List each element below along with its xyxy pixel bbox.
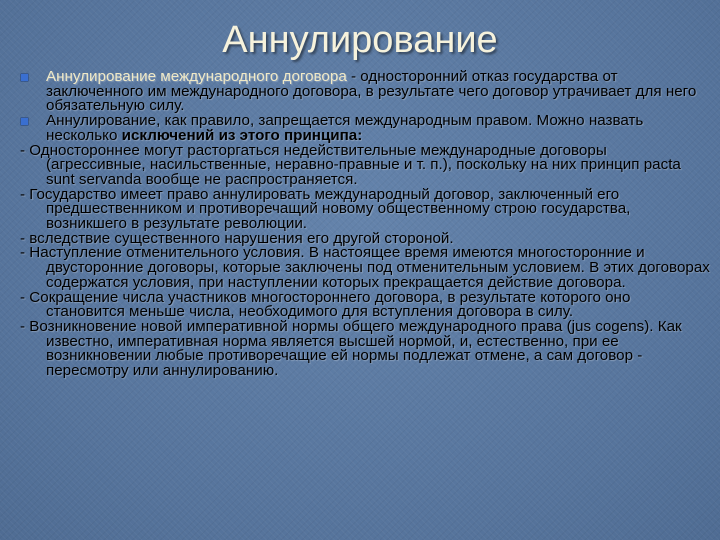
list-item-resolutory-condition: - Наступление отменительного условия. В настоящее время имеются многосторонние и двусторонние договоры, которые заключены под отменительным условием. В этих договорах содержатся условия, при наступлении которых прекращается действие договора. (20, 244, 710, 291)
list-item-invalid-treaties: - Одностороннее могут расторгаться недействительные международные договоры (агрессивные, насильственные, неравно-правные и т. п.), поскольку на них принцип pacta sunt servanda вообще не распространяется. (20, 141, 681, 188)
paragraph-definition (20, 70, 710, 114)
square-bullet-icon (21, 118, 28, 125)
slide-content (20, 70, 710, 379)
paragraph-exceptions-intro (20, 114, 710, 143)
list-item-material-breach: - вследствие существенного нарушения его другой стороной. (20, 229, 454, 247)
list-item-predecessor-treaty: - Государство имеет право аннулировать международный договор, заключенный его предшественником и противоречащий новому общественному строю государства, возникшего в результате революции. (20, 185, 631, 233)
exceptions-intro-text: Аннулирование, как правило, запрещается международным правом. Можно назвать несколько (46, 112, 644, 144)
definition-text: - односторонний отказ государства от заключенного им международного договора, в результате чего договор утрачивает для него обязательную силу. (46, 68, 697, 115)
exceptions-intro-bold: исключений из этого принципа: (121, 126, 363, 144)
definition-term: Аннулирование международного договора (46, 68, 347, 85)
slide-title: Аннулирование (222, 19, 498, 61)
list-item-jus-cogens: - Возникновение новой императивной нормы общего международного права (jus cogens). Как известно, императивная норма является высшей нормой, и, естественно, при ее возникновении любые противоречащие ей нормы подлежат отмене, а сам договор - пересмотру или аннулированию. (20, 317, 682, 380)
list-item-participants-reduction: - Сокращение числа участников многостороннего договора, в результате которого оно становится меньше числа, необходимого для вступления договора в силу. (20, 288, 631, 321)
square-bullet-icon (21, 74, 28, 81)
